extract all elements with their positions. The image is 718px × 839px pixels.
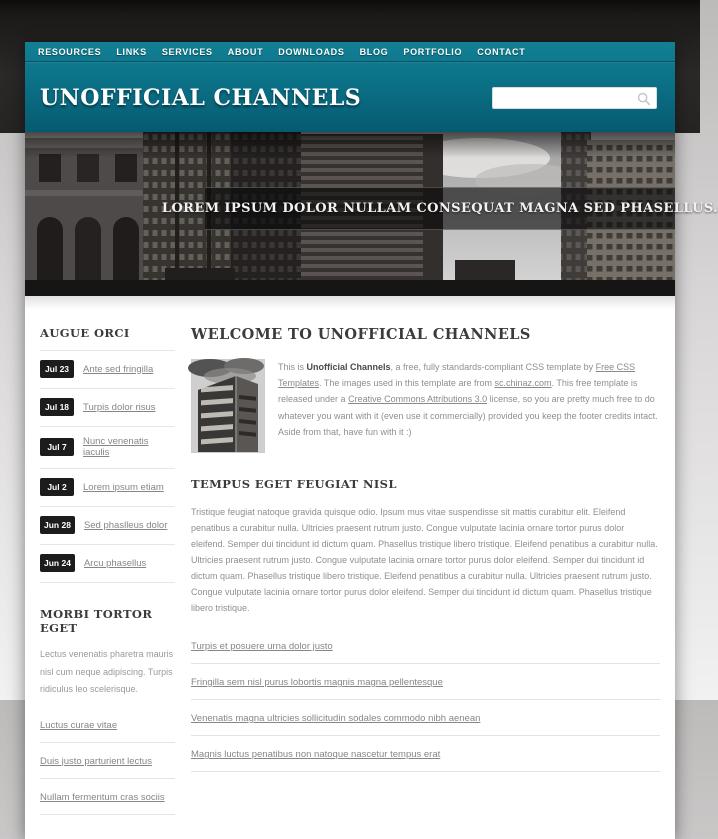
post-date-badge: Jun 24: [40, 554, 75, 572]
nav-item[interactable]: SERVICES: [161, 46, 213, 57]
search-icon[interactable]: [637, 92, 651, 106]
main-link-item: [191, 736, 660, 772]
main-link[interactable]: Fringilla sem nisl purus lobortis magnis magna pellentesque: [191, 677, 443, 689]
post-date-badge: Jun 28: [40, 516, 75, 534]
main-links-list: [191, 628, 660, 772]
hero-slogan: LOREM IPSUM DOLOR NULLAM CONSEQUAT MAGNA SED PHASELLUS.: [161, 201, 718, 216]
nav-item[interactable]: CONTACT: [477, 46, 526, 57]
main-link-item: [191, 664, 660, 700]
inline-text: , a free, fully standards-compliant CSS template by: [390, 362, 596, 372]
sidebar-about-text: Lectus venenatis pharetra mauris nisl cum neque adipiscing. Turpis ridiculus leo scelerisque.: [40, 649, 174, 695]
post-date-badge: Jul 2: [40, 478, 74, 496]
hero-slogan-band: [161, 187, 718, 230]
main-link[interactable]: Turpis et posuere urna dolor justo: [191, 641, 333, 653]
welcome-heading: WELCOME TO UNOFFICIAL CHANNELS: [191, 326, 531, 343]
nav-item[interactable]: RESOURCES: [38, 46, 102, 57]
hero-banner: [25, 132, 718, 296]
content-area: [25, 296, 675, 839]
sidebar-link-item: [40, 707, 175, 743]
search-box: [492, 87, 657, 109]
intro-paragraph: [278, 359, 660, 453]
main-column: [191, 326, 660, 815]
recent-posts-list: [40, 350, 175, 583]
nav-item[interactable]: LINKS: [116, 46, 147, 57]
sidebar-links-list: [40, 707, 175, 815]
inline-text: This is: [278, 362, 307, 372]
sidebar-link[interactable]: Luctus curae vitae: [40, 719, 118, 731]
main-link-item: [191, 628, 660, 664]
sidebar-posts-heading: AUGUE ORCI: [40, 326, 130, 340]
nav-item[interactable]: ABOUT: [227, 46, 264, 57]
inline-link[interactable]: Free CSS Templates: [278, 362, 636, 389]
sidebar-link[interactable]: Nullam fermentum cras sociis: [40, 791, 165, 803]
post-link[interactable]: Turpis dolor risus: [83, 401, 156, 413]
search-input[interactable]: [493, 88, 656, 108]
post-link[interactable]: Lorem ipsum etiam: [83, 481, 164, 493]
post-link[interactable]: Sed phaslleus dolor: [83, 519, 168, 531]
site-container: [25, 42, 718, 839]
post-date-badge: Jul 18: [40, 398, 74, 416]
post-item: [40, 427, 175, 469]
main-link-item: [191, 700, 660, 736]
section-paragraph: Tristique feugiat natoque gravida quisque odio. Ipsum mus vitae suspendisse sit mattis curabitur elit. Eleifend penatibus a curabitur nulla. Ultricies praesent rutrum justo. Congue vulputate lacinia ornare tortor purus dolor eleifend. Semper dui tincidunt id dictum quam. Phasellus tristique libero tristique. Eleifend penatibus a curabitur nulla. Ultricies praesent rutrum justo. Congue vulputate lacinia ornare tortor purus dolor eleifend. Semper dui tincidunt id dictum quam. Phasellus tristique libero tristique. Eleifend penatibus a curabitur nulla. Ultricies praesent rutrum justo. Congue vulputate lacinia ornare tortor purus dolor eleifend. Semper dui tincidunt id dictum quam. Phasellus tristique libero tristique.: [191, 507, 658, 614]
nav-item[interactable]: BLOG: [359, 46, 389, 57]
main-link[interactable]: Venenatis magna ultricies sollicitudin sodales commodo nibh aenean: [191, 713, 481, 725]
post-link[interactable]: Nunc venenatis iaculis: [83, 436, 149, 458]
main-nav: [25, 42, 675, 62]
header-row: [25, 62, 675, 132]
post-link[interactable]: Ante sed fringilla: [83, 363, 154, 375]
sidebar-about-heading: MORBI TORTOR EGET: [40, 607, 153, 635]
building-thumbnail-photo: [191, 359, 265, 453]
nav-item[interactable]: PORTFOLIO: [403, 46, 463, 57]
inline-bold: Unofficial Channels: [306, 362, 391, 372]
nav-item[interactable]: DOWNLOADS: [278, 46, 345, 57]
post-item: [40, 351, 175, 389]
post-link[interactable]: Arcu phasellus: [83, 557, 147, 569]
post-date-badge: Jul 23: [40, 360, 74, 378]
site-title: UNOFFICIAL CHANNELS: [40, 84, 362, 111]
section-heading: TEMPUS EGET FEUGIAT NISL: [191, 477, 397, 491]
post-item: [40, 389, 175, 427]
main-link[interactable]: Magnis luctus penatibus non natoque nascetur tempus erat: [191, 749, 441, 761]
inline-text: . The images used in this template are from: [319, 378, 495, 389]
post-item: [40, 545, 175, 583]
intro-block: [191, 359, 660, 453]
inline-link[interactable]: Creative Commons Attributions 3.0: [348, 394, 488, 405]
post-item: [40, 507, 175, 545]
inline-link[interactable]: sc.chinaz.com: [494, 378, 552, 389]
sidebar-link-item: [40, 743, 175, 779]
sidebar: [40, 326, 175, 815]
inline-text: license, so you are pretty much free to do whatever you want with it (even use it commercially) provided you keep the footer credits intact. Aside from that, have fun with it :): [278, 394, 658, 437]
masthead: [25, 42, 675, 132]
sidebar-link-item: [40, 779, 175, 815]
inline-text: . This free template is released under a: [278, 378, 638, 405]
post-date-badge: Jul 7: [40, 438, 74, 456]
sidebar-link[interactable]: Duis justo parturient lectus: [40, 755, 152, 767]
post-item: [40, 469, 175, 507]
